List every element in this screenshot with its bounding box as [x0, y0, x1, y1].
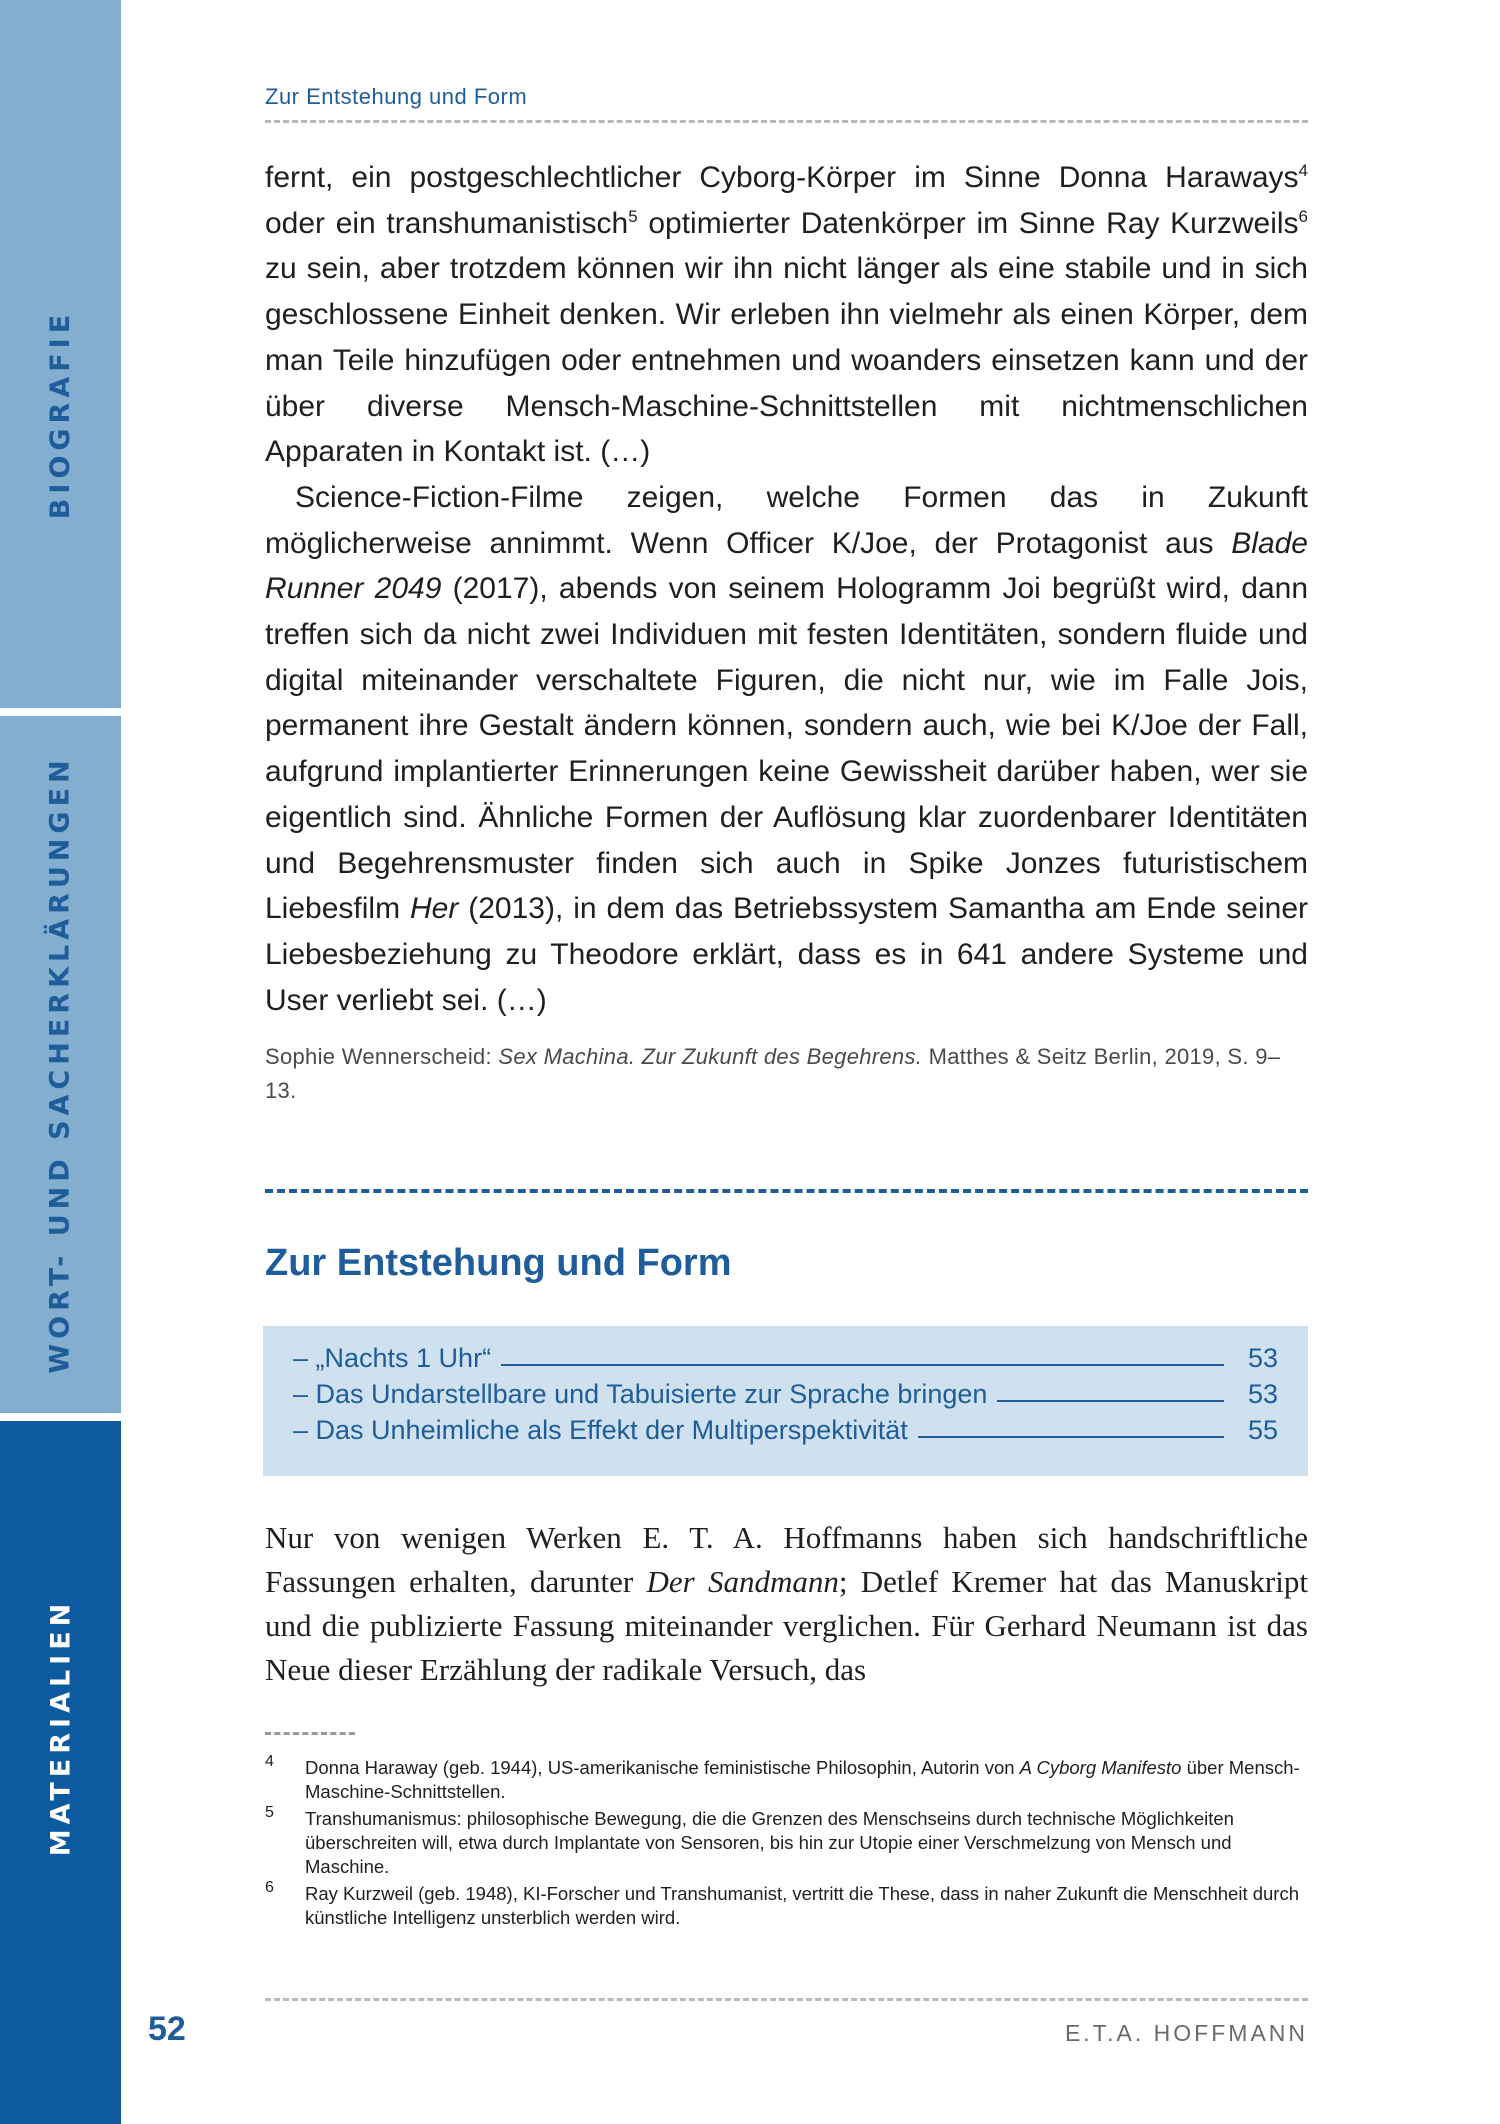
side-tab-biografie-label: BIOGRAFIE [45, 309, 76, 519]
page-number: 52 [148, 2010, 186, 2048]
quote-paragraph-2: Science-Fiction-Filme zeigen, welche Formen das in Zukunft möglicherweise annimmt. Wenn Officer K/Joe, der Protagonist aus Blade Runner 2049 (2017), abends von seinem Hologramm Joi begrüßt wird, dann treffen sich da nicht zwei Individuen mit festen Identitäten, sondern fluide und digital miteinander verschaltete Figuren, die nicht nur, wie im Falle Jois, permanent ihre Gestalt ändern können, sondern auch, wie bei K/Joe der Fall, aufgrund implantierter Erinnerungen keine Gewissheit darüber haben, wer sie eigentlich sind. Ähnliche Formen der Auflösung klar zuordenbarer Identitäten und Begehrensmuster finden sich auch in Spike Jonzes futuristischem Liebesfilm Her (2013), in dem das Betriebssystem Samantha am Ende seiner Liebesbeziehung zu Theodore erklärt, dass es in 641 andere Systeme und User verliebt sei. (…) [265, 480, 1308, 1017]
intro-text: Nur von wenigen Werken E. T. A. Hoffmanns haben sich handschriftliche Fassungen erhalten, darunter Der Sandmann; Detlef Kremer hat das Manuskript und die publizierte Fassung miteinander verglichen. Für Gerhard Neumann ist das Neue dieser Erzählung der radikale Versuch, das [265, 1520, 1308, 1687]
quote-source: Sophie Wennerscheid: Sex Machina. Zur Zukunft des Begehrens. Matthes & Seitz Berlin, 2019, S. 9–13. [265, 1044, 1281, 1103]
footer-author: E.T.A. HOFFMANN [1064, 2020, 1308, 2046]
footnote-rule [265, 1732, 355, 1735]
toc-leader-line [918, 1436, 1224, 1438]
toc-entry[interactable] [293, 1374, 1278, 1410]
toc-entry-page: 55 [1247, 1415, 1278, 1445]
footnote-6: 6 Ray Kurzweil (geb. 1948), KI-Forscher und Transhumanist, vertritt die These, dass in naher Zukunft die Menschheit durch künstliche Intelligenz unsterblich werden wird. [265, 1879, 1299, 1928]
toc-entry-label: – Das Unheimliche als Effekt der Multiperspektivität [293, 1415, 908, 1445]
side-tab-wort-und-sacherklaerungen[interactable] [0, 716, 121, 1413]
toc-entry-page: 53 [1247, 1343, 1278, 1373]
footnotes [265, 1753, 1308, 1933]
toc-entry-label: – Das Undarstellbare und Tabuisierte zur Sprache bringen [293, 1379, 988, 1409]
toc-leader-line [501, 1364, 1224, 1366]
header-divider [265, 120, 1308, 123]
quote-text [265, 155, 1308, 1023]
side-tab-biografie[interactable] [0, 0, 121, 708]
toc-entry-page: 53 [1247, 1379, 1278, 1409]
footnote-5: 5 Transhumanismus: philosophische Bewegung, die die Grenzen des Menschseins durch technische Möglichkeiten überschreiten will, etwa durch Implantate von Sensoren, bis hin zur Utopie einer Verschmelzung von Mensch und Maschine. [265, 1804, 1234, 1877]
side-tab-wort-label: WORT- UND SACHERKLÄRUNGEN [45, 755, 77, 1374]
side-tab-materialien[interactable] [0, 1421, 121, 2124]
toc-leader-line [997, 1400, 1224, 1402]
running-head: Zur Entstehung und Form [265, 84, 528, 109]
section-divider [265, 1189, 1308, 1193]
tab-separator [0, 1413, 121, 1421]
side-tab-materialien-label: MATERIALIEN [45, 1598, 76, 1857]
quote-paragraph-1: fernt, ein postgeschlechtlicher Cyborg-Körper im Sinne Donna Haraways$^4$ oder ein transhumanistisch$^5$ optimierter Datenkörper im Sinne Ray Kurzweils$^6$ zu sein, aber trotzdem können wir ihn nicht länger als eine stabile und in sich geschlossene Einheit denken. Wir erleben ihn vielmehr als einen Körper, dem man Teile hinzufügen oder entnehmen und woanders einsetzen kann und der über diverse Mensch-Maschine-Schnittstellen mit nichtmenschlichen Apparaten in Kontakt ist. (…) [265, 161, 1308, 469]
toc-entry[interactable] [293, 1338, 1278, 1374]
toc-entry-label: – „Nachts 1 Uhr“ [293, 1343, 492, 1373]
section-title: Zur Entstehung und Form [265, 1242, 732, 1284]
toc-box [263, 1326, 1308, 1476]
footnote-4: 4 Donna Haraway (geb. 1944), US-amerikanische feministische Philosophin, Autorin von A Cyborg Manifesto über Mensch-Maschine-Schnittstellen. [265, 1753, 1300, 1802]
tab-separator [0, 708, 121, 716]
footer-divider [265, 1998, 1308, 2001]
toc-entry[interactable] [293, 1410, 1278, 1446]
